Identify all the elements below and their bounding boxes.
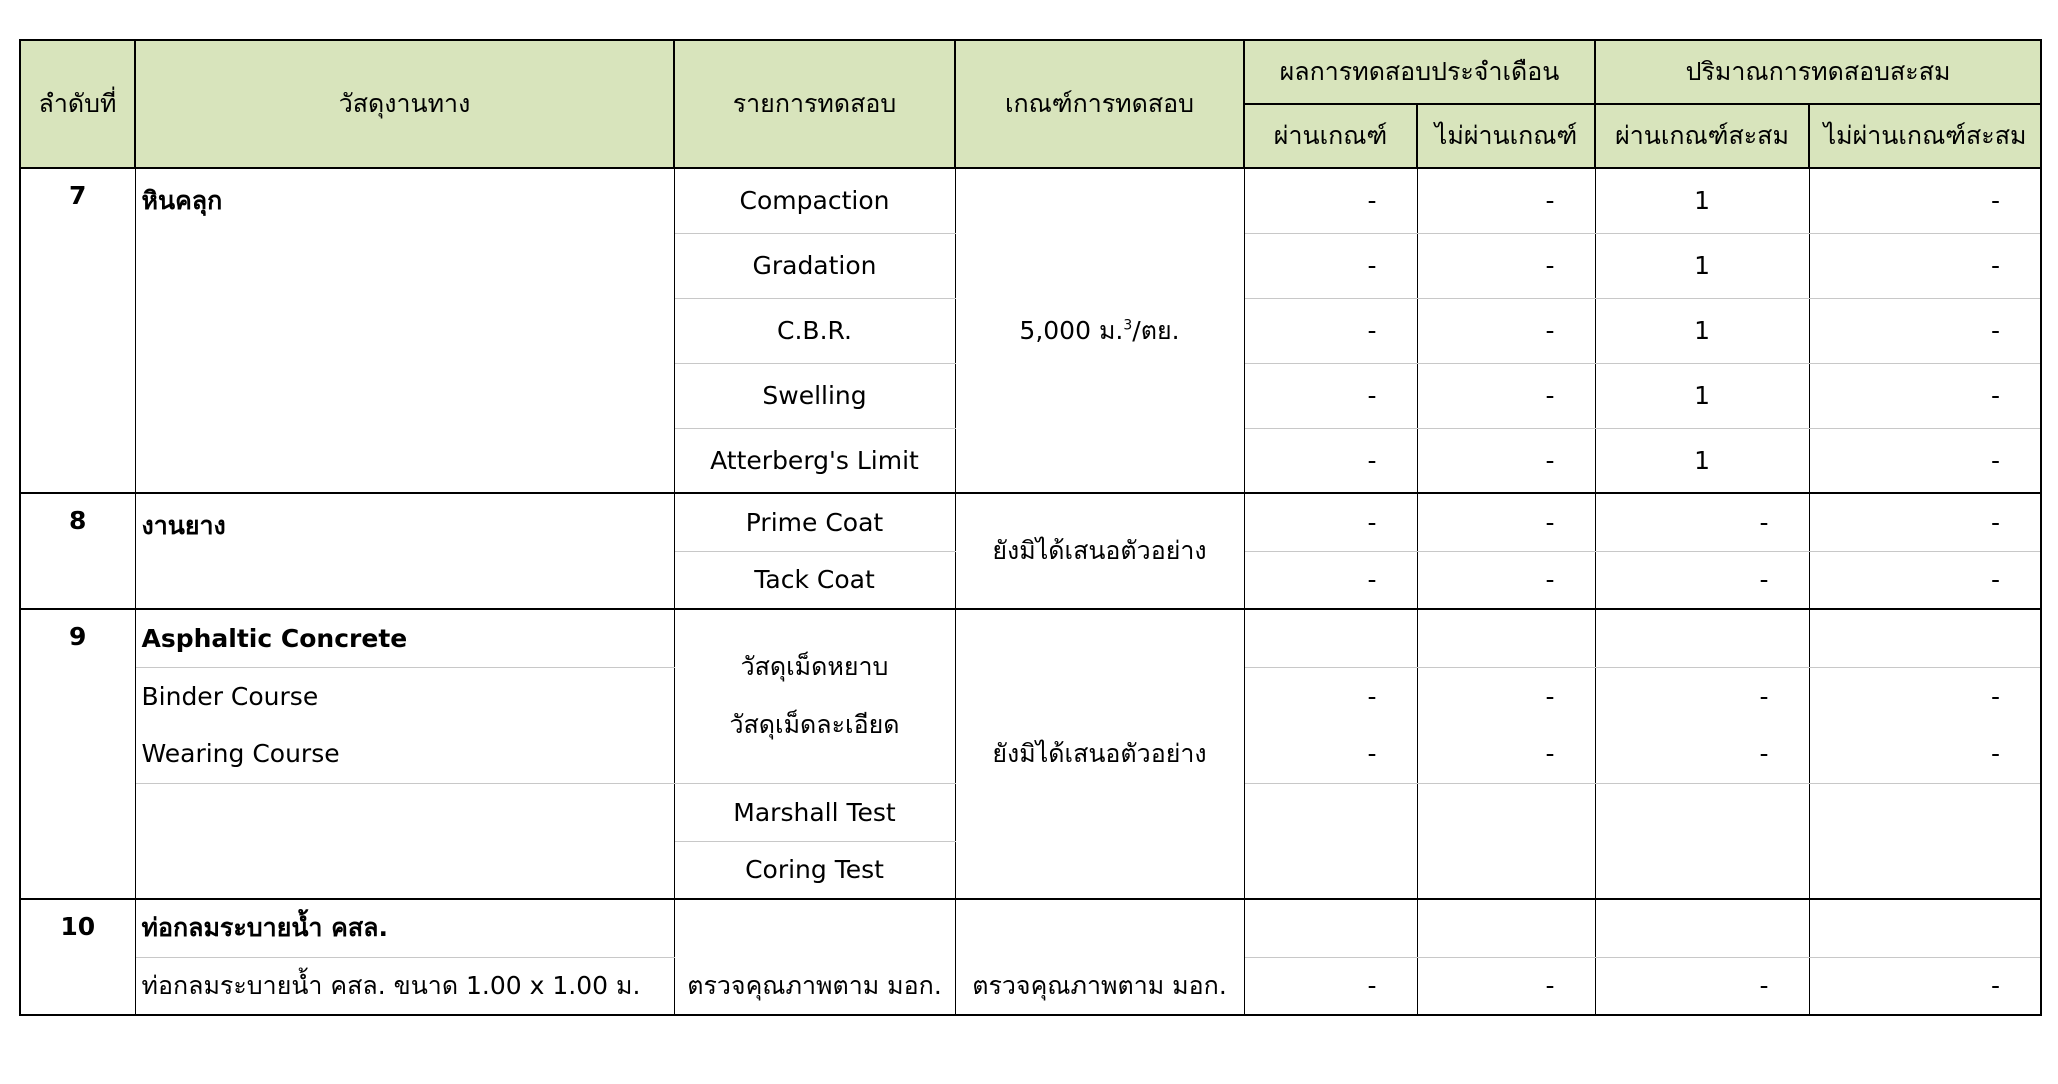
monthly-fail-value: - [1417, 233, 1595, 298]
cumulative-fail-value [1809, 609, 2041, 667]
monthly-pass-value: - [1244, 428, 1417, 493]
cumulative-pass-value [1595, 899, 1809, 957]
cumulative-fail-value [1809, 783, 2041, 899]
material-sub-item: Binder Course [135, 667, 674, 725]
test-item: Gradation [674, 233, 955, 298]
cumulative-pass-value: - [1595, 551, 1809, 609]
header-cumulative-pass: ผ่านเกณฑ์สะสม [1595, 104, 1809, 168]
monthly-pass-value: - [1244, 957, 1417, 1015]
test-criteria: ยังมิได้เสนอตัวอย่าง [955, 493, 1244, 609]
cumulative-pass-value: - [1595, 493, 1809, 551]
monthly-fail-value [1417, 783, 1595, 899]
cumulative-pass-value: 1 [1595, 363, 1809, 428]
row-number: 9 [20, 609, 135, 899]
monthly-fail-value: - [1417, 957, 1595, 1015]
cumulative-fail-value: - [1809, 233, 2041, 298]
cumulative-pass-value: 1 [1595, 233, 1809, 298]
cumulative-fail-value: - [1809, 428, 2041, 493]
test-item: Coring Test [674, 841, 955, 899]
criteria-unit: /ตย. [1132, 315, 1180, 345]
header-material: วัสดุงานทาง [135, 40, 674, 168]
header-no: ลำดับที่ [20, 40, 135, 168]
monthly-fail-value [1417, 609, 1595, 667]
material-empty [135, 783, 674, 899]
monthly-fail-value: - [1417, 725, 1595, 783]
cumulative-fail-value: - [1809, 551, 2041, 609]
monthly-fail-value: - [1417, 428, 1595, 493]
header-test: รายการทดสอบ [674, 40, 955, 168]
test-item: Prime Coat [674, 493, 955, 551]
test-item: ตรวจคุณภาพตาม มอก. [674, 957, 955, 1015]
material-test-table [19, 39, 2042, 1016]
cumulative-pass-value: 1 [1595, 428, 1809, 493]
cumulative-pass-value [1595, 783, 1809, 899]
material-sub-item: Wearing Course [135, 725, 674, 783]
cumulative-fail-value [1809, 899, 2041, 957]
monthly-pass-value: - [1244, 725, 1417, 783]
test-item: Tack Coat [674, 551, 955, 609]
monthly-pass-value: - [1244, 493, 1417, 551]
monthly-pass-value [1244, 783, 1417, 899]
monthly-pass-value: - [1244, 363, 1417, 428]
test-item-empty [674, 899, 955, 957]
test-item-coarse: วัสดุเม็ดหยาบ [740, 652, 889, 682]
cumulative-pass-value: - [1595, 957, 1809, 1015]
monthly-pass-value: - [1244, 168, 1417, 233]
cumulative-fail-value: - [1809, 493, 2041, 551]
cumulative-pass-value: 1 [1595, 298, 1809, 363]
criteria-value: 5,000 ม. [1019, 315, 1124, 345]
header-monthly-results: ผลการทดสอบประจำเดือน [1244, 40, 1595, 104]
test-item-fine: วัสดุเม็ดละเอียด [729, 710, 900, 740]
table-row [20, 493, 2041, 551]
material-name: หินคลุก [135, 168, 674, 493]
monthly-pass-value: - [1244, 233, 1417, 298]
monthly-fail-value: - [1417, 667, 1595, 725]
material-name: งานยาง [135, 493, 674, 609]
header-cumulative: ปริมาณการทดสอบสะสม [1595, 40, 2041, 104]
monthly-pass-value [1244, 899, 1417, 957]
monthly-pass-value: - [1244, 667, 1417, 725]
test-item: C.B.R. [674, 298, 955, 363]
material-title: ท่อกลมระบายน้ำ คสล. [135, 899, 674, 957]
row-number: 10 [20, 899, 135, 1015]
table-row [20, 609, 2041, 667]
header-criteria: เกณฑ์การทดสอบ [955, 40, 1244, 168]
cumulative-pass-value: - [1595, 725, 1809, 783]
monthly-fail-value: - [1417, 493, 1595, 551]
test-criteria-empty [955, 899, 1244, 957]
test-aggregates [674, 609, 955, 783]
test-item: Swelling [674, 363, 955, 428]
cumulative-fail-value: - [1809, 363, 2041, 428]
monthly-fail-value [1417, 899, 1595, 957]
table-row [20, 957, 2041, 1015]
row-number: 7 [20, 168, 135, 493]
test-criteria: ตรวจคุณภาพตาม มอก. [955, 957, 1244, 1015]
header-cumulative-fail: ไม่ผ่านเกณฑ์สะสม [1809, 104, 2041, 168]
test-item: Atterberg's Limit [674, 428, 955, 493]
cumulative-fail-value: - [1809, 667, 2041, 725]
cumulative-fail-value: - [1809, 957, 2041, 1015]
monthly-pass-value: - [1244, 551, 1417, 609]
monthly-fail-value: - [1417, 551, 1595, 609]
header-monthly-pass: ผ่านเกณฑ์ [1244, 104, 1417, 168]
test-item: Marshall Test [674, 783, 955, 841]
cumulative-fail-value: - [1809, 168, 2041, 233]
material-title: Asphaltic Concrete [135, 609, 674, 667]
table-row [20, 899, 2041, 957]
table-row [20, 168, 2041, 233]
cumulative-fail-value: - [1809, 298, 2041, 363]
test-item: Compaction [674, 168, 955, 233]
monthly-pass-value: - [1244, 298, 1417, 363]
monthly-fail-value: - [1417, 168, 1595, 233]
monthly-fail-value: - [1417, 363, 1595, 428]
cumulative-pass-value [1595, 609, 1809, 667]
cumulative-pass-value: 1 [1595, 168, 1809, 233]
header-monthly-fail: ไม่ผ่านเกณฑ์ [1417, 104, 1595, 168]
test-criteria: ยังมิได้เสนอตัวอย่าง [955, 609, 1244, 899]
cumulative-pass-value: - [1595, 667, 1809, 725]
monthly-pass-value [1244, 609, 1417, 667]
material-sub-item: ท่อกลมระบายน้ำ คสล. ขนาด 1.00 x 1.00 ม. [135, 957, 674, 1015]
test-criteria [955, 168, 1244, 493]
row-number: 8 [20, 493, 135, 609]
criteria-superscript: 3 [1123, 317, 1133, 334]
monthly-fail-value: - [1417, 298, 1595, 363]
cumulative-fail-value: - [1809, 725, 2041, 783]
